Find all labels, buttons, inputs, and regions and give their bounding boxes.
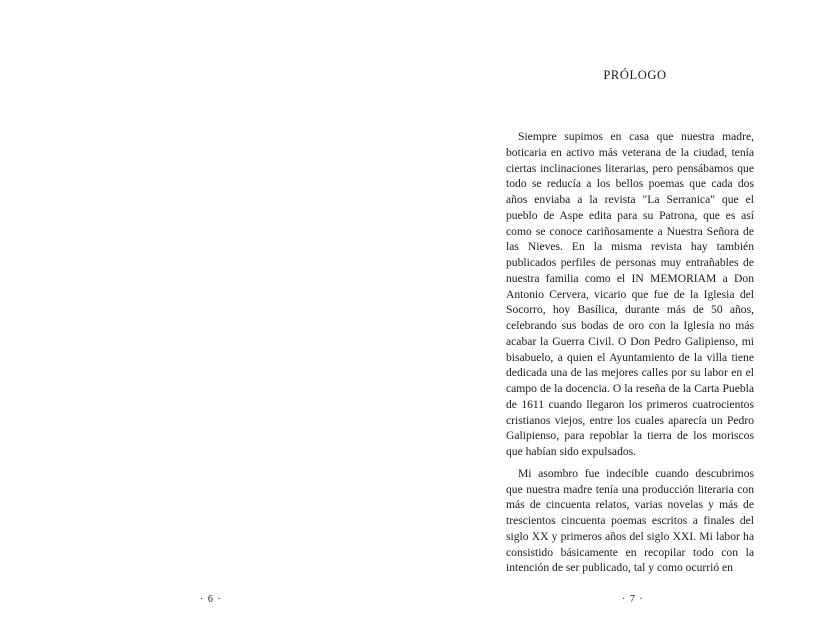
chapter-title-text: PRÓLOGO <box>603 68 667 82</box>
paragraph-2: Mi asombro fue indecible cuando descubrimos que nuestra madre tenía una producción literaria con más de cincuenta relatos, varias novelas y más de trescientos cincuenta poemas escritos a finales del siglo XX y primeros años del siglo XXI. Mi labor ha consistido básicamente en recopilar todo con la intención de ser publicado, tal y como ocurrió en <box>506 466 754 575</box>
left-page-number: · 6 · <box>200 594 222 605</box>
body-text <box>506 129 754 576</box>
left-page <box>0 0 419 624</box>
right-page <box>419 0 839 624</box>
right-page-number: · 7 · <box>622 594 644 605</box>
chapter-title <box>419 68 839 83</box>
paragraph-1: Siempre supimos en casa que nuestra madre, boticaria en activo más veterana de la ciudad, tenía ciertas inclinaciones literarias, pero pensábamos que todo se reducía a los bellos poemas que cada dos años enviaba a la revista "La Serranica" que el pueblo de Aspe edita para su Patrona, que es así como se conoce cariñosamente a Nuestra Señora de las Nieves. En la misma revista hay también publicados perfiles de personas muy entrañables de nuestra familia como el IN MEMORIAM a Don Antonio Cervera, vicario que fue de la Iglesia del Socorro, hoy Basílica, durante más de 50 años, celebrando sus bodas de oro con la Iglesia no más acabar la Guerra Civil. O Don Pedro Galipienso, mi bisabuelo, a quien el Ayuntamiento de la villa tiene dedicada una de las mejores calles por su labor en el campo de la docencia. O la reseña de la Carta Puebla de 1611 cuando llegaron los primeros cuatrocientos cristianos viejos, entre los cuales aparecía un Pedro Galipienso, para repoblar la tierra de los moriscos que habían sido expulsados. <box>506 130 754 458</box>
